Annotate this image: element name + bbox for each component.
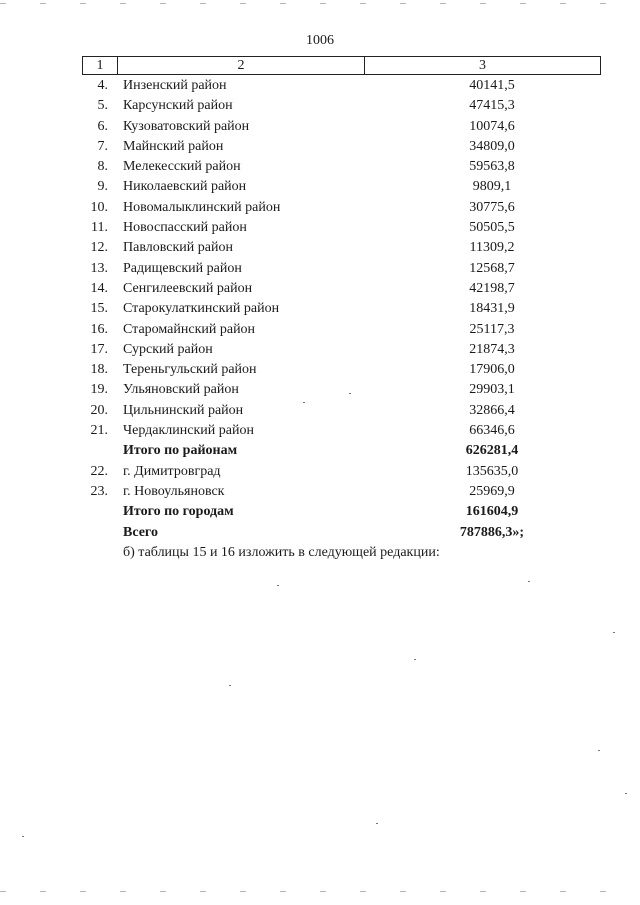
row-name: Старокулаткинский район [123, 301, 280, 317]
scan-speck [376, 823, 378, 824]
table-row [82, 238, 599, 258]
row-value: 42198,7 [469, 280, 515, 296]
row-name: Радищевский район [123, 260, 242, 276]
row-number: 17. [90, 341, 108, 357]
row-number: 22. [90, 463, 108, 479]
row-value: 9809,1 [472, 179, 512, 195]
page-number: 1006 [306, 33, 334, 48]
table-row [82, 157, 599, 177]
row-value: 47415,3 [469, 98, 515, 114]
table-row [82, 137, 599, 157]
row-name: Майнский район [123, 138, 224, 154]
row-number: 18. [90, 362, 108, 378]
row-name: Мелекесский район [123, 159, 241, 175]
row-value: 40141,5 [469, 78, 515, 93]
row-value: 25117,3 [469, 321, 515, 337]
table-row [82, 259, 599, 279]
row-name: г. Димитровград [123, 463, 221, 479]
row-name: Сенгилеевский район [123, 280, 253, 296]
amendment-note: б) таблицы 15 и 16 изложить в следующей редакции: [123, 545, 440, 560]
row-number: 4. [97, 78, 108, 93]
scan-speck [277, 585, 279, 586]
row-value: 787886,3»; [459, 524, 525, 540]
row-value: 161604,9 [465, 504, 519, 520]
row-name: Старомайнский район [123, 321, 256, 337]
row-number: 6. [97, 118, 108, 134]
table-row [82, 218, 599, 238]
table-row [82, 177, 599, 197]
table-row [82, 380, 599, 400]
scan-speck [303, 402, 305, 403]
row-name: Новоспасский район [123, 220, 247, 236]
scan-speck [229, 685, 231, 686]
row-number: 8. [97, 159, 108, 175]
row-value: 29903,1 [469, 382, 515, 398]
row-number: 5. [97, 98, 108, 114]
row-number: 21. [90, 423, 108, 439]
scan-speck [349, 393, 351, 394]
table-total-row [82, 441, 599, 461]
row-value: 17906,0 [469, 362, 515, 378]
table-total-row [82, 523, 599, 543]
row-value: 626281,4 [465, 443, 519, 459]
table-row [82, 462, 599, 482]
row-number: 11. [91, 220, 108, 236]
table-header-row [82, 56, 601, 75]
table-row [82, 360, 599, 380]
row-name: Сурский район [123, 341, 213, 357]
row-value: 10074,6 [469, 118, 515, 134]
row-value: 135635,0 [465, 463, 519, 479]
row-number: 7. [97, 138, 108, 154]
row-number: 14. [90, 280, 108, 296]
row-value: 30775,6 [469, 199, 515, 215]
table-row [82, 96, 599, 116]
row-value: 34809,0 [469, 138, 515, 154]
row-name: Карсунский район [123, 98, 233, 114]
scan-speck [598, 750, 600, 751]
table-row [82, 401, 599, 421]
table-row [82, 421, 599, 441]
table-row [82, 482, 599, 502]
row-value: 11309,2 [469, 240, 515, 256]
row-value: 21874,3 [469, 341, 515, 357]
table-row [82, 76, 599, 96]
column-header-1: 1 [83, 57, 118, 74]
row-number: 16. [90, 321, 108, 337]
row-name: Итого по районам [123, 443, 238, 459]
row-name: Новомалыклинский район [123, 199, 281, 215]
row-number: 15. [90, 301, 108, 317]
table-row [82, 117, 599, 137]
row-value: 12568,7 [469, 260, 515, 276]
row-number: 13. [90, 260, 108, 276]
row-name: Итого по городам [123, 504, 234, 520]
row-value: 25969,9 [469, 483, 515, 499]
row-number: 9. [97, 179, 108, 195]
column-header-3: 3 [479, 58, 486, 73]
row-name: Всего [123, 524, 158, 540]
scan-speck [528, 581, 530, 582]
table-row [82, 198, 599, 218]
row-number: 19. [90, 382, 108, 398]
row-number: 23. [90, 483, 108, 499]
row-name: г. Новоульяновск [123, 483, 225, 499]
scan-speck [22, 836, 24, 837]
row-name: Ульяновский район [123, 382, 239, 398]
table-total-row [82, 502, 599, 522]
table-row [82, 320, 599, 340]
row-name: Чердаклинский район [123, 423, 254, 439]
column-header-2: 2 [118, 57, 365, 74]
row-name: Инзенский район [123, 78, 227, 93]
scan-edge-top [0, 3, 640, 4]
row-number: 10. [90, 199, 108, 215]
scan-speck [625, 793, 627, 794]
row-name: Павловский район [123, 240, 233, 256]
table-row [82, 279, 599, 299]
table-body [82, 76, 599, 543]
table-row [82, 299, 599, 319]
row-number: 12. [90, 240, 108, 256]
scan-edge-bottom [0, 891, 640, 892]
table-row [82, 340, 599, 360]
row-value: 32866,4 [469, 402, 515, 418]
row-value: 66346,6 [469, 423, 515, 439]
row-name: Тереньгульский район [123, 362, 257, 378]
scan-speck [414, 659, 416, 660]
row-value: 59563,8 [469, 159, 515, 175]
row-value: 50505,5 [469, 220, 515, 236]
scan-speck [613, 632, 615, 633]
row-name: Кузоватовский район [123, 118, 250, 134]
row-value: 18431,9 [469, 301, 515, 317]
row-name: Николаевский район [123, 179, 247, 195]
row-name: Цильнинский район [123, 402, 244, 418]
row-number: 20. [90, 402, 108, 418]
